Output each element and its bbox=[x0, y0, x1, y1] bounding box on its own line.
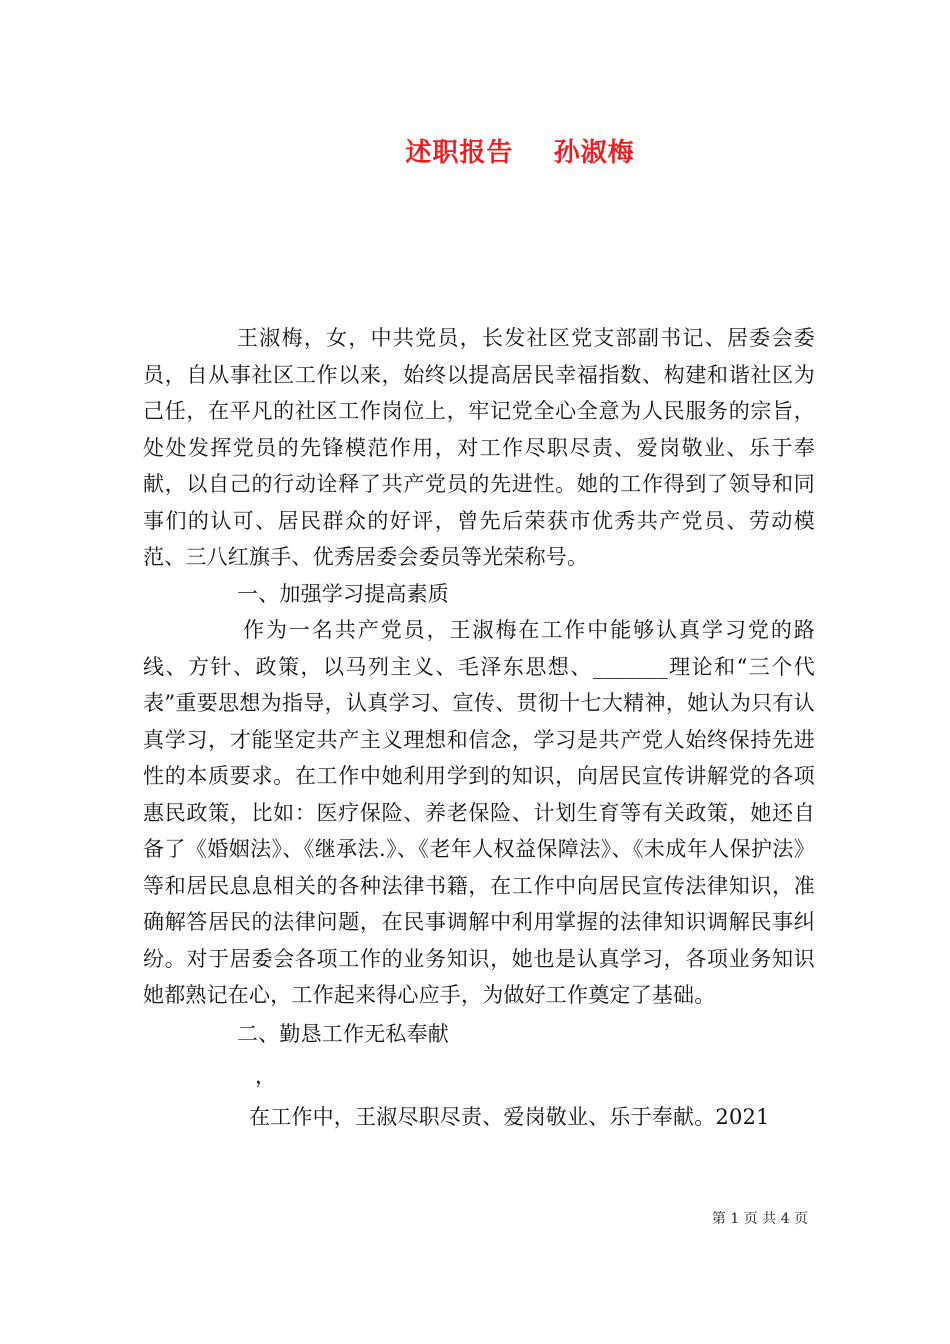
paragraph-intro: 王淑梅，女，中共党员，长发社区党支部副书记、居委会委员，自从事社区工作以来，始终以提高居民幸福指数、构建和谐社区为己任，在平凡的社区工作岗位上，牢记党全心全意为人民服务的宗旨，处处发挥党员的先锋模范作用，对工作尽职尽责、爱岗敬业、乐于奉献，以自己的行动诠释了共产党员的先进性。她的工作得到了领导和同事们的认可、居民群众的好评，曾先后荣获市优秀共产党员、劳动模范、三八红旗手、优秀居委会委员等光荣称号。 bbox=[143, 326, 815, 569]
page-title: 述职报告 孙淑梅 bbox=[405, 138, 635, 168]
page-footer: 第 1 页 共 4 页 bbox=[711, 1211, 808, 1227]
stray-comma: ， bbox=[255, 1064, 277, 1088]
section-heading-1: 一、加强学习提高素质 bbox=[237, 581, 449, 606]
section-heading-2: 二、勤恳工作无私奉献 bbox=[237, 1021, 449, 1046]
paragraph-section-2-start: 在工作中，王淑尽职尽责、爱岗敬业、乐于奉献。2021 bbox=[249, 1104, 770, 1129]
document-body bbox=[143, 320, 815, 1135]
paragraph-section-1: 作为一名共产党员，王淑梅在工作中能够认真学习党的路线、方针、政策，以马列主义、毛泽东思想、_______理论和“三个代表”重要思想为指导，认真学习、宣传、贯彻十七大精神，她认为只有认真学习，才能坚定共产主义理想和信念，学习是共产党人始终保持先进性的本质要求。在工作中她利用学到的知识，向居民宣传讲解党的各项惠民政策，比如：医疗保险、养老保险、计划生育等有关政策，她还自备了《婚姻法》、《继承法.》、《老年人权益保障法》、《未成年人保护法》等和居民息息相关的各种法律书籍，在工作中向居民宣传法律知识，准确解答居民的法律问题，在民事调解中利用掌握的法律知识调解民事纠纷。对于居委会各项工作的业务知识，她也是认真学习，各项业务知识她都熟记在心，工作起来得心应手，为做好工作奠定了基础。 bbox=[143, 618, 815, 1007]
